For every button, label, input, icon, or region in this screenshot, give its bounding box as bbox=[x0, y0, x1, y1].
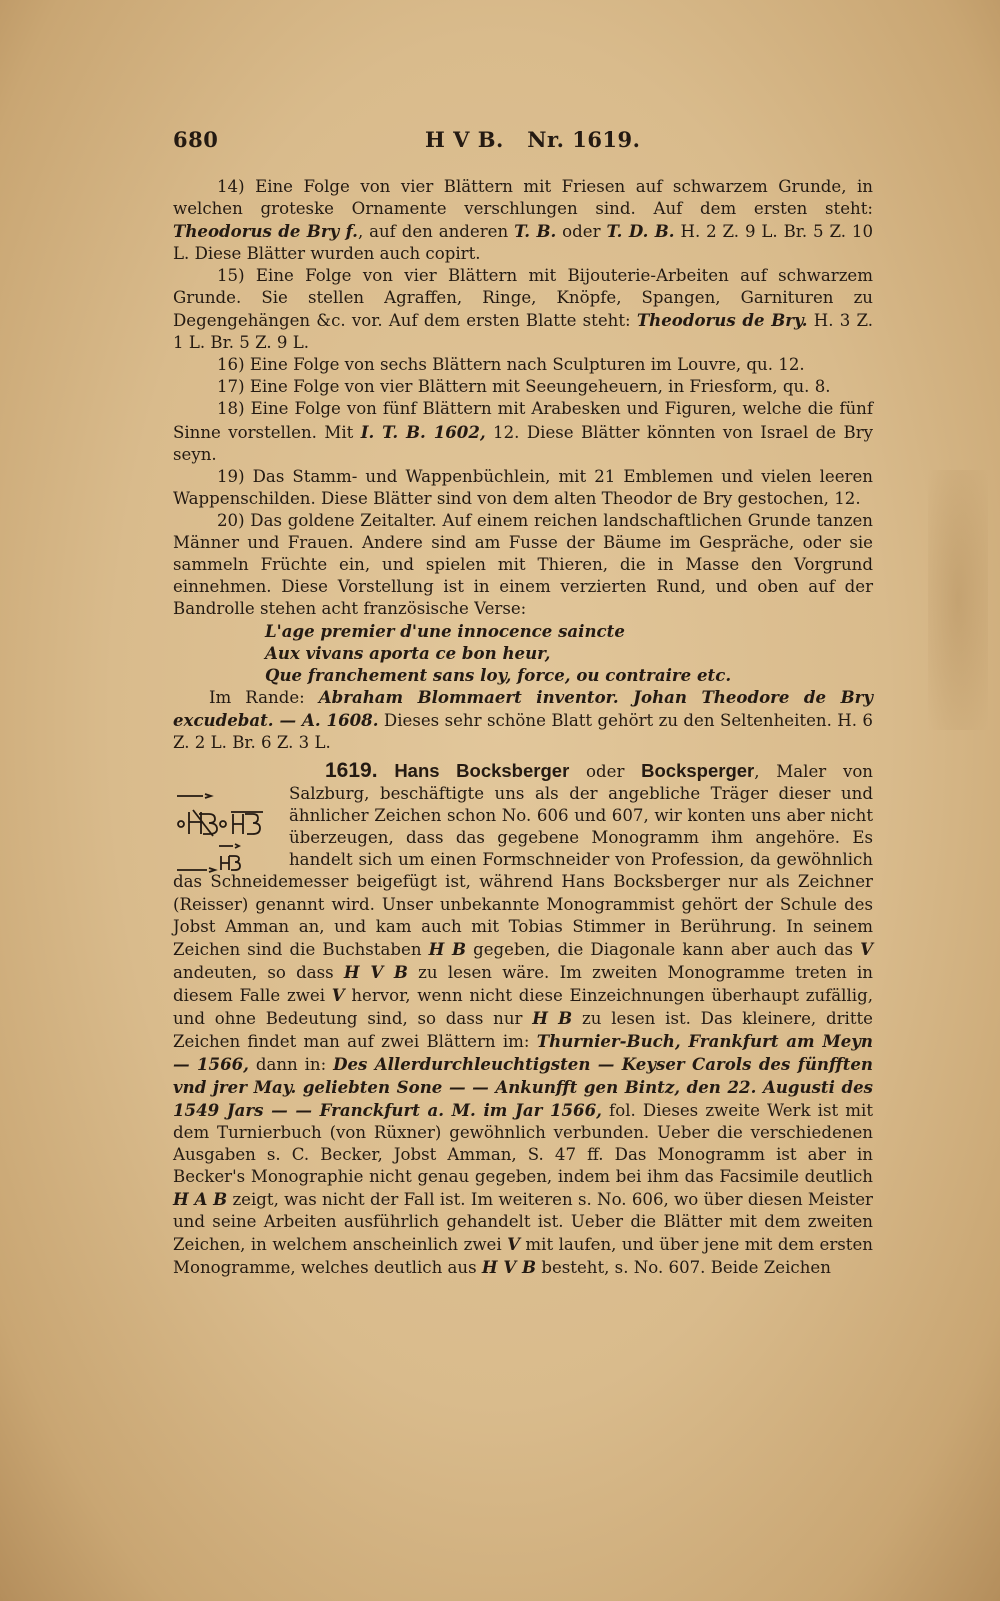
text: 15) Eine Folge von vier Blättern mit Bijouterie-Arbeiten auf schwarzem Grunde. Sie stellen Agraffen, Ringe, Knöpfe, Spangen, Garnituren zu Degengehängen &c. vor. Auf dem ersten Blatte steht: bbox=[173, 266, 873, 331]
text: dann in: bbox=[248, 1054, 334, 1074]
text: oder bbox=[556, 222, 607, 242]
page-number: 680 bbox=[173, 127, 219, 152]
text: besteht, s. No. 607. Beide Zeichen bbox=[536, 1258, 831, 1278]
entry-18 bbox=[173, 398, 873, 465]
text: hervor, wenn nicht diese Einzeichnungen überhaupt zufällig, und ohne Bedeutung sind, so dass nur bbox=[173, 985, 873, 1028]
text: Dieses sehr schöne Blatt gehört zu den Seltenheiten. H. 6 Z. 2 L. Br. 6 Z. 3 L. bbox=[173, 711, 873, 753]
entry-17: 17) Eine Folge von vier Blättern mit Seeungeheuern, in Friesform, qu. 8. bbox=[217, 377, 831, 397]
text: gegeben, die Diagonale kann aber auch das bbox=[465, 939, 861, 959]
text: , Maler von Salzburg, beschäftigte uns als der angebliche Träger dieser und ähnlicher Zeichen schon No. 606 und 607, wir konten uns aber nicht überzeugen, dass das gegebene Monogramm ihm angehöre. Es handelt sich um einen Formschneider von Profession, da gewöhnlich das Schneidemesser beigefügt ist, während Hans Bocksberger nur als Zeichner (Reisser) genannt wird. Unser unbekannte Monogrammist gehört der Schule des Jobst Amman an, und kam auch mit Tobias Stimmer in Berührung. In seinem Zeichen sind die Buchstaben bbox=[173, 762, 873, 959]
entry-20: 20) Das goldene Zeitalter. Auf einem reichen landschaftlichen Grunde tanzen Männer und Frauen. Andere sind am Fusse der Bäume im Gespräche, oder sie sammeln Früchte ein, und spielen mit Thieren, die in Masse den Vorgrund einnehmen. Diese Vorstellung ist in einem verzierten Rund, und oben auf der Bandrolle stehen acht französische Verse: bbox=[173, 510, 873, 618]
italic-text: I. T. B. 1602, bbox=[360, 421, 486, 442]
italic-text: H V B bbox=[343, 961, 408, 982]
italic-text: V bbox=[331, 984, 345, 1005]
text: oder bbox=[569, 762, 642, 782]
artist-name-alt: Bocksperger bbox=[641, 760, 755, 782]
italic-text: Abraham Blommaert inventor. Johan Theodore de Bry excudebat. — A. 1608. bbox=[173, 687, 873, 731]
entry-15 bbox=[173, 265, 873, 354]
page-body bbox=[173, 176, 873, 1279]
italic-text: H B bbox=[532, 1007, 573, 1028]
verse-line-2: Aux vivans aporta ce bon heur, bbox=[265, 642, 551, 663]
italic-text: Thurnier-Buch, Frankfurt am Meyn — 1566, bbox=[173, 1030, 873, 1074]
artist-name: Hans Bocksberger bbox=[394, 760, 570, 782]
text: andeuten, so dass bbox=[173, 962, 344, 982]
entry-14 bbox=[173, 176, 873, 265]
text: zu lesen wäre. Im zweiten Monogramme treten in diesem Falle zwei bbox=[173, 962, 873, 1005]
text: H. 3 Z. 1 L. Br. 5 Z. 9 L. bbox=[173, 311, 873, 353]
italic-text: T. D. B. bbox=[606, 221, 675, 242]
running-title: H V B. Nr. 1619. bbox=[425, 127, 641, 152]
entry-16: 16) Eine Folge von sechs Blättern nach Sculpturen im Louvre, qu. 12. bbox=[217, 355, 805, 375]
text: 14) Eine Folge von vier Blättern mit Friesen auf schwarzem Grunde, in welchen groteske Ornamente verschlungen sind. Auf dem ersten steht: bbox=[173, 177, 873, 219]
italic-text: T. B. bbox=[514, 221, 557, 242]
italic-text: H B bbox=[428, 938, 466, 959]
text: Im Rande: bbox=[209, 688, 319, 708]
italic-text: H A B bbox=[173, 1189, 228, 1210]
verse-line-3: Que franchement sans loy, force, ou contraire etc. bbox=[265, 665, 732, 686]
monogram-icon bbox=[173, 786, 281, 874]
italic-text: Des Allerdurchleuchtigsten — Keyser Carols des fünfften vnd jrer May. geliebten Sone — — Ankunfft gen Bintz, den 22. Augusti des 1549 Jars — — Franckfurt a. M. im Jar 1566, bbox=[173, 1053, 873, 1120]
italic-text: Theodorus de Bry f. bbox=[173, 221, 358, 242]
verse-line-1: L'age premier d'une innocence saincte bbox=[265, 620, 625, 641]
italic-text: V bbox=[507, 1234, 520, 1255]
entry-19: 19) Das Stamm- und Wappenbüchlein, mit 21 Emblemen und vielen leeren Wappenschilden. Diese Blätter sind von dem alten Theodor de Bry gestochen, 12. bbox=[173, 466, 873, 508]
monogram-figure bbox=[173, 786, 281, 874]
italic-text: V bbox=[860, 938, 873, 959]
italic-text: Theodorus de Bry. bbox=[636, 310, 808, 331]
entry-number: 1619. bbox=[325, 759, 378, 783]
text: H. 2 Z. 9 L. Br. 5 Z. 10 L. Diese Blätter wurden auch copirt. bbox=[173, 222, 874, 264]
text: mit laufen, und über jene mit dem ersten Monogramme, welches deutlich aus bbox=[173, 1235, 873, 1278]
text: , auf den anderen bbox=[357, 222, 515, 242]
entry-1619 bbox=[173, 760, 873, 1279]
text: zu lesen ist. Das kleinere, dritte Zeichen findet man auf zwei Blättern im: bbox=[173, 1008, 874, 1051]
text: fol. Dieses zweite Werk ist mit dem Turnierbuch (von Rüxner) gewöhnlich verbunden. Ueber die verschiedenen Ausgaben s. C. Becker, Jobst Amman, S. 47 ff. Das Monogramm ist aber in Becker's Monographie nicht genau gegeben, indem bei ihm das Facsimile deutlich bbox=[173, 1100, 874, 1187]
paper-stain bbox=[928, 470, 988, 730]
text: zeigt, was nicht der Fall ist. Im weiteren s. No. 606, wo über diesen Meister und seine Arbeiten ausführlich gehandelt ist. Ueber die Blätter mit dem zweiten Zeichen, in welchem anscheinlich zwei bbox=[173, 1190, 873, 1255]
italic-text: H V B bbox=[481, 1257, 537, 1278]
text: 12. Diese Blätter könnten von Israel de Bry seyn. bbox=[173, 422, 874, 464]
entry-20-margin bbox=[173, 686, 873, 754]
text: 18) Eine Folge von fünf Blättern mit Arabesken und Figuren, welche die fünf Sinne vorstellen. Mit bbox=[173, 399, 873, 442]
